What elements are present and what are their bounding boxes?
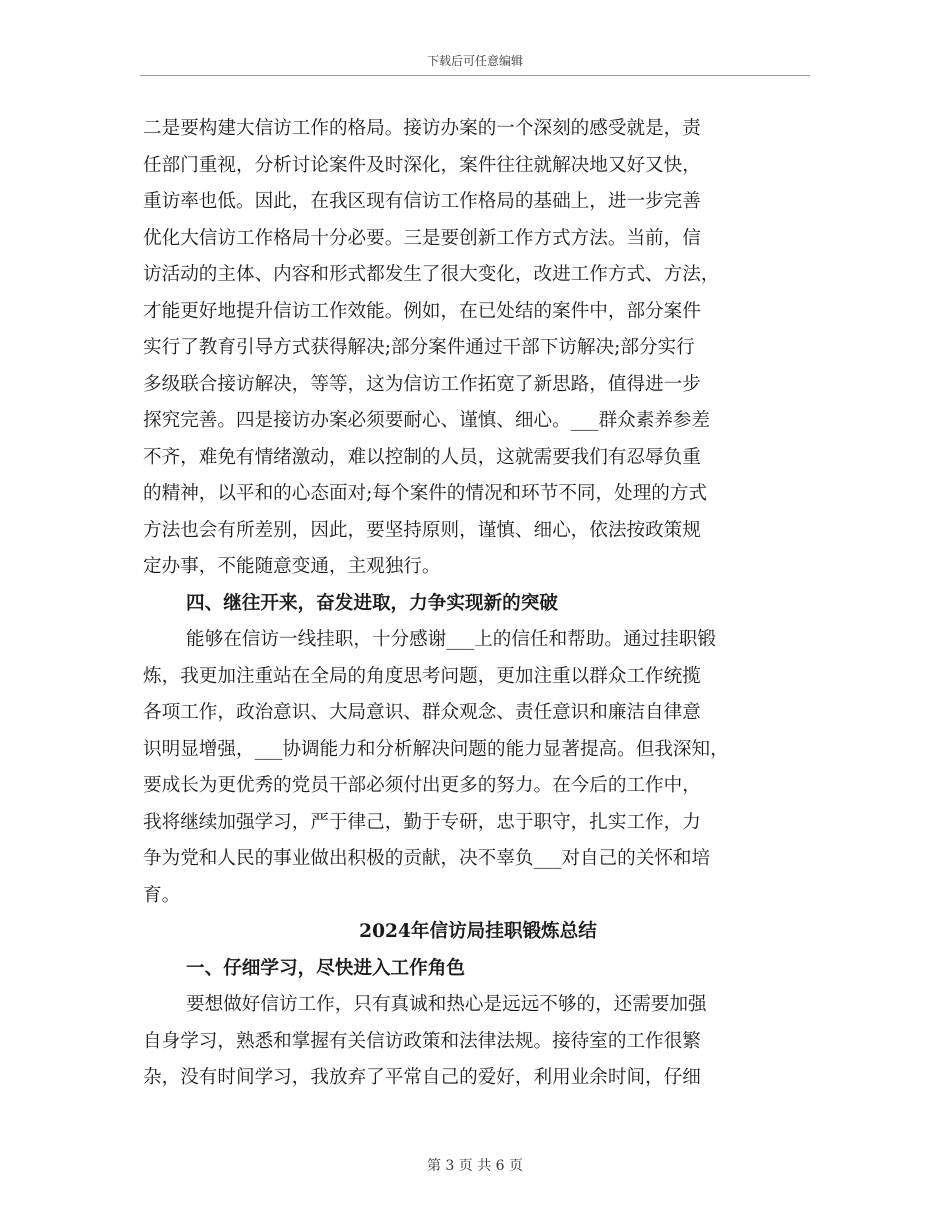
paragraph-first-line: 要想做好信访工作，只有真诚和热心是远远不够的，还需要加强 — [186, 994, 707, 1015]
section-heading: 一、仔细学习，尽快进入工作角色 — [186, 957, 465, 979]
page-header: 下载后可任意编辑 — [426, 54, 523, 68]
document-body — [143, 111, 813, 1097]
header-divider — [140, 75, 810, 76]
paragraph-line: 自身学习，熟悉和掌握有关信访政策和法律法规。接待室的工作很繁 — [143, 1030, 701, 1052]
paragraph-line: 多级联合接访解决，等等，这为信访工作拓宽了新思路，值得进一步 — [143, 373, 701, 395]
page-number: 第 3 页 共 6 页 — [426, 1158, 524, 1174]
paragraph-line: 优化大信访工作格局十分必要。三是要创新工作方式方法。当前，信 — [143, 227, 701, 249]
paragraph-line: 的精神，以平和的心态面对;每个案件的情况和环节不同，处理的方式 — [143, 483, 708, 504]
paragraph-line: 要成长为更优秀的党员干部必须付出更多的努力。在今后的工作中， — [143, 775, 701, 796]
document-title: 2024年信访局挂职锻炼总结 — [359, 921, 597, 942]
paragraph-line: 杂，没有时间学习，我放弃了平常自己的爱好，利用业余时间，仔细 — [143, 1067, 701, 1088]
paragraph-line: 方法也会有所差别，因此，要坚持原则，谨慎、细心，依法按政策规 — [143, 519, 701, 541]
paragraph-line: 炼，我更加注重站在全局的角度思考问题，更加注重以群众工作统揽 — [143, 665, 701, 687]
paragraph-line: 访活动的主体、内容和形式都发生了很大变化，改进工作方式、方法， — [143, 264, 720, 285]
paragraph-line: 各项工作，政治意识、大局意识、群众观念、责任意识和廉洁自律意 — [143, 702, 701, 723]
paragraph-line: 任部门重视，分析讨论案件及时深化，案件往往就解决地又好又快， — [143, 154, 701, 176]
paragraph-line: 识明显增强，___协调能力和分析解决问题的能力显著提高。但我深知， — [143, 738, 729, 760]
paragraph-line: 探究完善。四是接访办案必须要耐心、谨慎、细心。___群众素养参差 — [143, 410, 711, 431]
paragraph-line: 才能更好地提升信访工作效能。例如，在已处结的案件中，部分案件 — [143, 300, 701, 322]
paragraph-first-line: 能够在信访一线挂职，十分感谢___上的信任和帮助。通过挂职锻 — [186, 629, 716, 650]
paragraph-line: 育。 — [143, 884, 181, 906]
paragraph-line: 二是要构建大信访工作的格局。接访办案的一个深刻的感受就是，责 — [143, 118, 701, 139]
paragraph-line: 不齐，难免有情绪激动，难以控制的人员，这就需要我们有忍辱负重 — [143, 446, 701, 468]
section-heading: 四、继往开来，奋发进取，力争实现新的突破 — [186, 592, 558, 614]
paragraph-line: 重访率也低。因此，在我区现有信访工作格局的基础上，进一步完善 — [143, 191, 701, 212]
paragraph-line: 实行了教育引导方式获得解决;部分案件通过干部下访解决;部分实行 — [143, 337, 695, 358]
paragraph-line: 我将继续加强学习，严于律己，勤于专研，忠于职守，扎实工作，力 — [143, 811, 701, 833]
paragraph-line: 争为党和人民的事业做出积极的贡献，决不辜负___对自己的关怀和培 — [143, 848, 711, 869]
paragraph-line: 定办事，不能随意变通，主观独行。 — [143, 556, 441, 577]
